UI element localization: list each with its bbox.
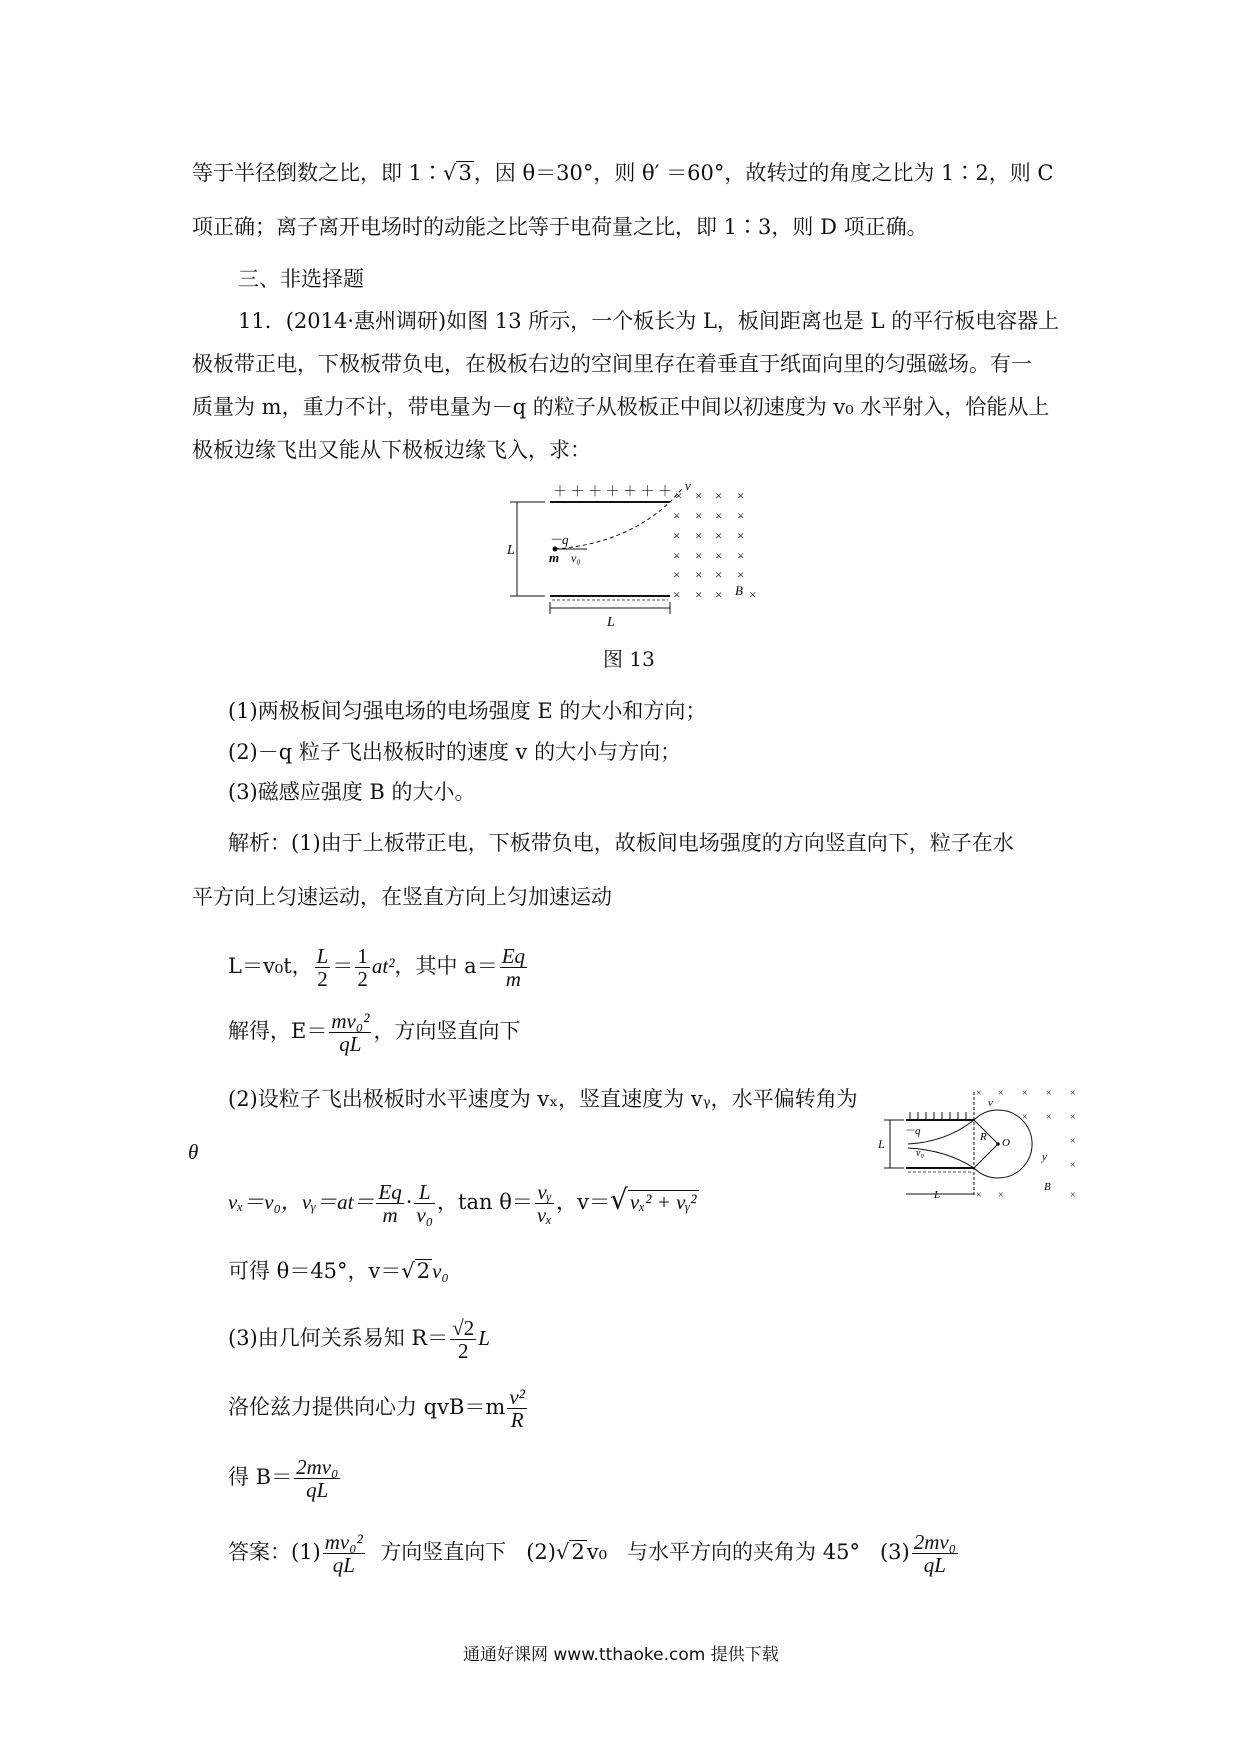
- fraction-half: [355, 945, 370, 990]
- fraction-v2-over-R: [507, 1386, 527, 1431]
- fraction-Eq-over-m: [500, 945, 527, 990]
- svg-text:×: ×: [737, 488, 745, 503]
- numerator: Eq: [501, 944, 526, 968]
- svg-text:×: ×: [1070, 1190, 1076, 1201]
- svg-text:×: ×: [737, 548, 745, 563]
- label-L-bottom: L: [934, 1189, 941, 1201]
- svg-text:×: ×: [695, 548, 703, 563]
- svg-text:×: ×: [1046, 1112, 1052, 1123]
- svg-text:×: ×: [1070, 1112, 1076, 1123]
- svg-text:×: ×: [737, 508, 745, 523]
- svg-text:×: ×: [673, 508, 681, 523]
- label-R: R: [980, 1131, 987, 1143]
- text-span: (3)由几何关系易知 R＝: [228, 1326, 449, 1350]
- label-v0: v₀: [571, 551, 581, 565]
- text-span: 得 B＝: [228, 1465, 293, 1489]
- label-q: －q: [549, 532, 569, 547]
- svg-text:×: ×: [976, 1088, 982, 1099]
- svg-text:×: ×: [695, 508, 703, 523]
- denominator: m: [505, 967, 521, 991]
- text-span: L: [478, 1326, 490, 1350]
- upper-plate-hatch: [910, 1112, 966, 1120]
- radius-line-2: [974, 1144, 998, 1168]
- fraction-L-v0: [414, 1181, 435, 1226]
- solution-part-3: [228, 1312, 490, 1364]
- solution-part-2: (2)设粒子飞出极板时水平速度为 vₓ，竖直速度为 vᵧ，水平偏转角为: [228, 1087, 858, 1111]
- denominator: v₀: [416, 1203, 434, 1227]
- sqrt-radicand: vₓ² + vᵧ²: [629, 1190, 697, 1214]
- sqrt-radicand: 2: [571, 1540, 585, 1564]
- fraction-Eq-m: [376, 1181, 403, 1226]
- svg-text:×: ×: [675, 488, 683, 503]
- svg-text:×: ×: [1022, 1112, 1028, 1123]
- answer-line: [228, 1527, 960, 1577]
- sqrt-symbol: √: [610, 1183, 628, 1216]
- text-span: vₓ＝v₀，vᵧ＝at＝: [228, 1190, 375, 1214]
- problem-line: 极板边缘飞出又能从下极板边缘飞入，求：: [192, 438, 591, 462]
- equation-1: L＝v₀t， $\frac{L}{2}$ ＝ $\frac{1}{2}$ at²，其中 a＝ $\frac{Eq}{m}$: [228, 944, 526, 991]
- label-L-side: L: [507, 543, 515, 558]
- denominator: m: [382, 1203, 398, 1227]
- svg-text:×: ×: [695, 488, 703, 503]
- text-span: 答案：(1): [228, 1540, 321, 1564]
- text-span: 可得 θ＝45°，v＝: [228, 1259, 402, 1283]
- numerator: 2mv₀: [913, 1530, 957, 1554]
- denominator: 2: [317, 967, 328, 991]
- label-q: －q: [904, 1125, 921, 1137]
- fraction-vy-vx: [535, 1181, 554, 1226]
- label-v: v: [988, 1097, 993, 1109]
- sqrt-symbol: √: [443, 161, 457, 185]
- text-line: 项正确；离子离开电场时的动能之比等于电荷量之比，即 1∶3，则 D 项正确。: [192, 215, 928, 239]
- svg-text:×: ×: [715, 567, 723, 582]
- numerator: 1: [357, 944, 368, 968]
- equation-2: vₓ＝v₀，vᵧ＝at＝ $\frac{Eq}{m}$ · $\frac{L}{\text{v₀}}$ ，tan θ＝ $\frac{\text{vᵧ}}{\text{vₓ}}$ ，v＝√vₓ² + vᵧ²: [228, 1180, 697, 1227]
- svg-text:×: ×: [673, 528, 681, 543]
- text-span: ，因 θ＝30°，则 θ′ ＝60°，故转过的角度之比为 1∶2，则 C: [473, 161, 1054, 185]
- text-span: v₀: [432, 1259, 449, 1283]
- svg-text:×: ×: [673, 548, 681, 563]
- text-span: ，v＝: [556, 1190, 611, 1214]
- numerator: vᵧ: [535, 1181, 554, 1204]
- figure-13-diagram: [505, 478, 785, 638]
- denominator: qL: [923, 1553, 946, 1577]
- numerator: mv₀²: [331, 1009, 370, 1033]
- sqrt-symbol: √: [555, 1540, 570, 1564]
- result-1: [228, 1006, 520, 1056]
- text-span: ，方向竖直向下: [373, 1019, 521, 1043]
- lorentz-line: [228, 1382, 529, 1432]
- magnetic-field-marks: [673, 488, 756, 602]
- problem-line: 极板带正电，下极板带负电，在极板右边的空间里存在着垂直于纸面向里的匀强磁场。有一: [192, 352, 1032, 376]
- text-span: L＝v₀t，: [228, 954, 313, 978]
- text-span: 方向竖直向下 (2): [366, 1540, 556, 1564]
- question-1: (1)两极板间匀强电场的电场强度 E 的大小和方向；: [228, 699, 707, 723]
- answer-fraction-1: [323, 1531, 365, 1576]
- svg-text:×: ×: [1070, 1136, 1076, 1147]
- text-span: ，tan θ＝: [437, 1190, 533, 1214]
- sqrt-symbol: √: [401, 1259, 415, 1283]
- solution-diagram: [876, 1086, 1091, 1206]
- numerator: √2: [452, 1316, 475, 1340]
- fraction-L-over-2: [315, 945, 331, 990]
- svg-text:×: ×: [1046, 1088, 1052, 1099]
- section-heading: 三、非选择题: [238, 267, 364, 291]
- svg-text:×: ×: [976, 1190, 982, 1201]
- page-footer: 通通好课网 www.tthaoke.com 提供下载: [463, 1645, 779, 1665]
- text-span: ，其中 a＝: [394, 954, 498, 978]
- numerator: 2mv₀: [296, 1455, 339, 1479]
- denominator: 2: [458, 1339, 469, 1363]
- svg-text:×: ×: [1070, 1088, 1076, 1099]
- numerator: L: [316, 944, 329, 968]
- plus-signs: ＋ ＋ ＋ ＋ ＋ ＋ ＋: [553, 485, 672, 500]
- svg-text:×: ×: [1022, 1088, 1028, 1099]
- question-3: (3)磁感应强度 B 的大小。: [228, 780, 476, 804]
- svg-text:×: ×: [737, 528, 745, 543]
- svg-text:×: ×: [715, 508, 723, 523]
- text-span: 解得，E＝: [228, 1019, 328, 1043]
- question-2: (2)－q 粒子飞出极板时的速度 v 的大小与方向；: [228, 740, 682, 764]
- denominator: qL: [332, 1553, 355, 1577]
- label-v: v: [685, 478, 691, 493]
- problem-line: 11．(2014·惠州调研)如图 13 所示，一个板长为 L，板间距离也是 L 的平行板电容器上: [238, 309, 1060, 333]
- label-L: L: [878, 1137, 885, 1151]
- label-m: m: [549, 550, 560, 565]
- svg-text:×: ×: [715, 548, 723, 563]
- denominator: vₓ: [536, 1203, 553, 1227]
- result-3: [228, 1452, 342, 1502]
- text-line: [192, 158, 1053, 188]
- center-point: [996, 1142, 1000, 1146]
- problem-line: 质量为 m，重力不计，带电量为－q 的粒子从极板正中间以初速度为 v₀ 水平射入，恰能从上: [192, 395, 1050, 419]
- svg-text:×: ×: [998, 1088, 1004, 1099]
- figure-caption: 图 13: [603, 647, 655, 671]
- svg-text:×: ×: [695, 587, 703, 602]
- sqrt-radicand: 3: [458, 161, 472, 185]
- svg-text:×: ×: [1070, 1160, 1076, 1171]
- denominator: qL: [306, 1478, 329, 1502]
- numerator: L: [414, 1181, 435, 1204]
- solution-line: 平方向上匀速运动，在竖直方向上匀加速运动: [192, 885, 612, 909]
- denominator: 2: [357, 967, 368, 991]
- text-span: v₀ 与水平方向的夹角为 45° (3): [586, 1540, 910, 1564]
- svg-text:×: ×: [673, 587, 681, 602]
- denominator: R: [510, 1408, 524, 1432]
- svg-text:×: ×: [715, 488, 723, 503]
- numerator: v²: [509, 1385, 525, 1409]
- answer-fraction-3: [912, 1531, 958, 1576]
- label-y: y: [1042, 1151, 1047, 1163]
- text-span: 等于半径倒数之比，即 1∶: [192, 161, 444, 185]
- text-span: at²: [371, 954, 395, 978]
- svg-text:×: ×: [715, 528, 723, 543]
- numerator: Eq: [378, 1180, 402, 1204]
- svg-text:×: ×: [737, 567, 745, 582]
- result-2: [228, 1256, 449, 1286]
- solution-line: 解析：(1)由于上板带正电，下板带负电，故板间电场强度的方向竖直向下，粒子在水: [228, 831, 1014, 855]
- fraction-sqrt2-over-2: [450, 1317, 476, 1362]
- fraction-B: [294, 1456, 340, 1501]
- text-span: 洛伦兹力提供向心力 qvB＝m: [228, 1395, 506, 1419]
- label-B: B: [1044, 1181, 1051, 1193]
- label-v0: v₀: [916, 1148, 924, 1159]
- denominator: qL: [339, 1032, 362, 1056]
- label-L-bottom: L: [607, 615, 615, 630]
- svg-text:×: ×: [673, 567, 681, 582]
- label-O: O: [1002, 1137, 1010, 1149]
- svg-text:×: ×: [749, 587, 757, 602]
- fraction-E: [329, 1010, 371, 1055]
- sqrt-radicand: 2: [416, 1259, 431, 1283]
- theta-symbol: θ: [188, 1140, 199, 1164]
- label-B: B: [735, 583, 743, 598]
- svg-text:×: ×: [695, 528, 703, 543]
- numerator: mv₀²: [324, 1530, 363, 1554]
- svg-text:×: ×: [715, 587, 723, 602]
- svg-text:×: ×: [998, 1190, 1004, 1201]
- svg-text:×: ×: [695, 567, 703, 582]
